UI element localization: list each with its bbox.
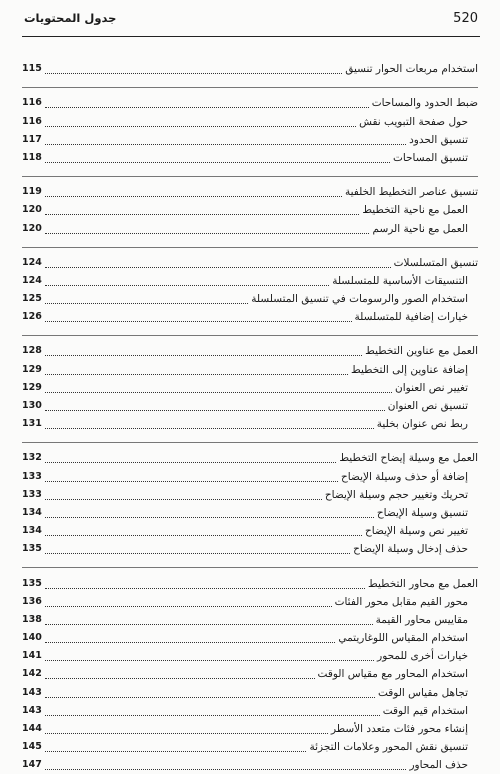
dot-leader [45,535,362,536]
toc-page-number: 147 [22,759,42,771]
toc-page-number: 134 [22,525,42,537]
toc-page-number: 132 [22,452,42,464]
table-of-contents [22,60,478,774]
toc-subentry[interactable] [22,504,478,522]
toc-page-number: 129 [22,381,42,393]
toc-entry-title: ضبط الحدود والمساحات [371,97,478,110]
toc-entry[interactable] [22,574,478,592]
toc-section [22,335,478,433]
toc-section [22,87,478,167]
toc-page-number: 130 [22,400,42,411]
toc-entry-title: استخدام الصور والرسومات في تنسيق المتسلسلة [251,293,468,306]
dot-leader [45,517,374,518]
toc-entry-title: تجاهل مقياس الوقت [377,686,468,699]
toc-page-number: 138 [22,613,42,625]
dot-leader [45,355,362,356]
toc-page-number: 135 [22,543,42,555]
toc-page-number: 117 [22,133,42,145]
dot-leader [45,107,369,108]
toc-subentry[interactable] [22,647,478,665]
toc-entry[interactable] [22,342,478,360]
dot-leader [45,233,369,234]
toc-section [22,567,478,774]
toc-page-number: 143 [22,704,42,716]
toc-entry-title: العمل مع ناحية الرسم [372,222,468,235]
toc-page-number: 136 [22,595,42,607]
toc-page-number: 116 [22,97,42,109]
toc-section [22,247,478,327]
dot-leader [45,374,348,375]
toc-entry-title: مقاييس محاور القيمة [375,613,468,626]
dot-leader [45,751,306,752]
toc-entry-title: تغيير نص وسيلة الإيضاح [365,525,468,538]
toc-page-number: 140 [22,632,42,644]
toc-subentry[interactable] [22,379,478,397]
toc-page-number: 124 [22,256,42,268]
dot-leader [45,144,406,145]
dot-leader [45,678,315,679]
toc-entry-title: محور القيم مقابل محور الفئات [334,595,468,608]
toc-subentry[interactable] [22,219,478,237]
toc-page-number: 133 [22,488,42,500]
toc-entry-title: إضافة أو حذف وسيلة الإيضاح [341,470,468,483]
dot-leader [45,73,342,74]
toc-page-number: 120 [22,222,42,234]
toc-entry-title: خيارات إضافية للمتسلسلة [354,311,468,324]
toc-entry-title: العمل مع محاور التخطيط [368,577,478,590]
toc-page-number: 142 [22,668,42,680]
toc-page-number: 115 [22,63,42,75]
dot-leader [45,642,335,643]
dot-leader [45,462,336,463]
toc-subentry[interactable] [22,486,478,504]
toc-subentry[interactable] [22,467,478,485]
toc-subentry[interactable] [22,272,478,290]
toc-page-number: 143 [22,686,42,698]
toc-subentry[interactable] [22,201,478,219]
toc-entry[interactable] [22,183,478,201]
dot-leader [45,481,338,482]
toc-entry-title: استخدام مربعات الحوار تنسيق [345,63,478,76]
toc-entry[interactable] [22,449,478,467]
toc-entry[interactable] [22,94,478,112]
dot-leader [45,624,373,625]
toc-entry-title: ربط نص عنوان بخلية [376,418,468,431]
toc-subentry[interactable] [22,360,478,378]
toc-entry-title: تنسيق المتسلسلات [393,256,478,269]
toc-page-number: 134 [22,506,42,518]
toc-entry-title: تنسيق نص العنوان [387,400,468,412]
dot-leader [45,214,359,215]
toc-entry[interactable] [22,254,478,272]
toc-subentry[interactable] [22,720,478,738]
toc-page-number: 126 [22,311,42,323]
toc-page-number: 141 [22,650,42,662]
toc-entry-title: إضافة عناوين إلى التخطيط [351,363,468,376]
toc-subentry[interactable] [22,611,478,629]
toc-entry-title: العمل مع ناحية التخطيط [362,204,468,217]
toc-subentry[interactable] [22,756,478,774]
toc-page-number: 129 [22,363,42,375]
dot-leader [45,267,391,268]
page-header [22,8,480,37]
toc-entry-title: استخدام المحاور مع مقياس الوقت [317,668,468,681]
dot-leader [45,499,322,500]
toc-entry-title: خيارات أخرى للمحور [377,650,468,663]
toc-page-number: 133 [22,470,42,482]
toc-subentry[interactable] [22,629,478,647]
toc-subentry[interactable] [22,397,478,415]
toc-subentry[interactable] [22,738,478,756]
dot-leader [45,303,248,304]
dot-leader [45,162,390,163]
toc-entry-title: تغيير نص العنوان [395,381,468,394]
dot-leader [45,553,350,554]
dot-leader [45,428,374,429]
dot-leader [45,588,365,589]
dot-leader [45,769,406,770]
toc-entry-title: حول صفحة التبويب نقش [359,115,468,128]
toc-section [22,442,478,558]
dot-leader [45,606,332,607]
toc-entry[interactable] [22,60,478,78]
toc-page-number: 128 [22,345,42,357]
dot-leader [45,715,380,716]
dot-leader [45,410,385,411]
dot-leader [45,392,392,393]
toc-page-number: 135 [22,577,42,589]
toc-entry-title: استخدام المقياس اللوغاريتمي [338,632,468,645]
toc-subentry[interactable] [22,593,478,611]
page-number: 520 [453,11,478,26]
dot-leader [45,660,374,661]
toc-entry-title: العمل مع عناوين التخطيط [365,345,478,358]
toc-entry-title: العمل مع وسيلة إيضاح التخطيط [339,452,478,465]
toc-entry-title: التنسيقات الأساسية للمتسلسلة [332,274,468,287]
toc-page-number: 125 [22,293,42,305]
toc-subentry[interactable] [22,665,478,683]
toc-subentry[interactable] [22,290,478,308]
running-title: جدول المحتويات [24,11,117,25]
toc-entry-title: تنسيق الحدود [409,133,468,146]
toc-entry-title: إنشاء محور فئات متعدد الأسطر [330,723,468,735]
toc-page-number: 119 [22,186,42,198]
toc-page-number: 144 [22,723,42,734]
toc-page-number: 131 [22,418,42,430]
toc-entry-title: حذف إدخال وسيلة الإيضاح [353,543,468,556]
toc-section [22,60,478,78]
toc-subentry[interactable] [22,112,478,130]
dot-leader [45,126,356,127]
toc-entry-title: حذف المحاور [409,759,468,772]
toc-subentry[interactable] [22,683,478,701]
toc-section [22,176,478,238]
toc-subentry[interactable] [22,522,478,540]
toc-page-number: 118 [22,151,42,163]
toc-page-number: 116 [22,115,42,127]
toc-subentry[interactable] [22,540,478,558]
toc-entry-title: تنسيق نقش المحور وعلامات التجزئة [309,741,468,754]
dot-leader [45,733,328,734]
toc-subentry[interactable] [22,415,478,433]
toc-page-number: 120 [22,204,42,216]
toc-entry-title: تنسيق عناصر التخطيط الخلفية [344,186,478,199]
dot-leader [45,285,329,286]
dot-leader [45,196,342,197]
toc-entry-title: تنسيق المساحات [392,151,468,164]
toc-page-number: 124 [22,274,42,286]
toc-entry-title: تنسيق وسيلة الإيضاح [376,506,468,519]
dot-leader [45,697,375,698]
toc-page-number: 145 [22,741,42,753]
toc-entry-title: استخدام قيم الوقت [382,704,468,717]
toc-subentry[interactable] [22,149,478,167]
dot-leader [45,321,352,322]
toc-entry-title: تحريك وتغيير حجم وسيلة الإيضاح [324,488,468,501]
toc-subentry[interactable] [22,131,478,149]
toc-subentry[interactable] [22,308,478,326]
toc-subentry[interactable] [22,702,478,720]
